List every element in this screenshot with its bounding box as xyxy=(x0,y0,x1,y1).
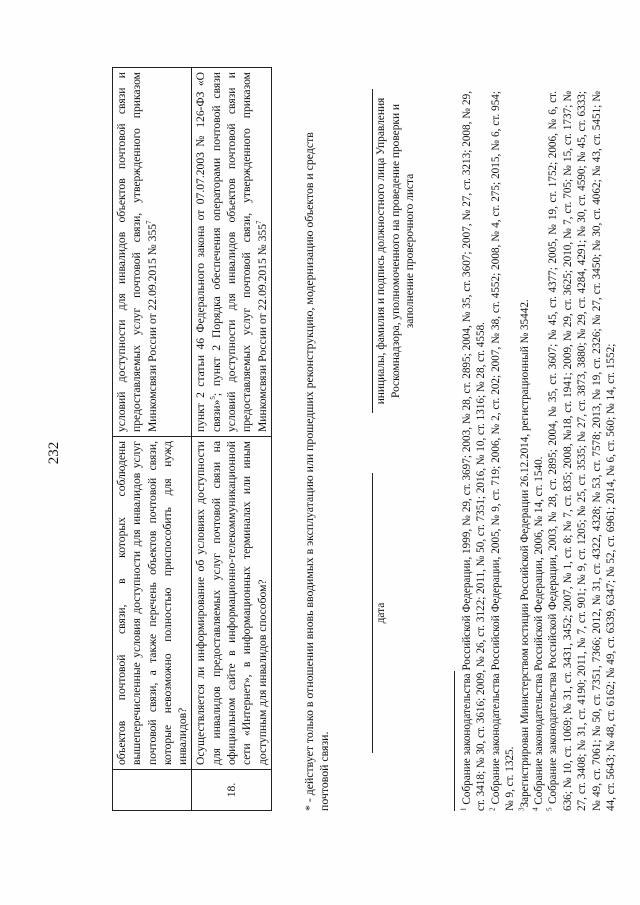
table-row xyxy=(192,67,271,810)
checklist-table xyxy=(112,67,272,811)
page-number: 232 xyxy=(46,441,62,464)
requirement-text-continued: ; пункт 2 Порядка обеспечения операторами почтовой связи условий доступности для инвалидов объектов почтовой связи и предоставляемых услуг почтовой связи, утвержденного приказом Минкомсвязи России от 22.09.2015 № 355 xyxy=(209,71,269,432)
requirement-text: условий доступности для инвалидов объектов почтовой связи и предоставляемых услуг почтовой связи, утвержденного приказом Минкомсвязи России от 22.09.2015 № xyxy=(115,71,159,432)
footnotes xyxy=(460,91,618,811)
footnote xyxy=(532,91,546,811)
footnote-ref: 5 xyxy=(208,395,217,400)
asterisk-note: * - действует только в отношении вновь вводимых в эксплуатацию или прошедших реконструкцию, модернизацию объектов и средств почтовой связи. xyxy=(302,131,331,811)
footnote-number: 5 xyxy=(545,807,554,811)
footnote xyxy=(546,91,618,811)
requirement-cell xyxy=(113,67,192,436)
row-number-cell: 18. xyxy=(192,769,271,810)
footnote-number: 3 xyxy=(516,807,525,811)
footnote-number: 4 xyxy=(531,807,540,811)
footnote xyxy=(489,91,518,811)
footnote-text: Зарегистрирован Министерством юстиции Российской Федерации 26.12.2014, регистрационный № 35442. xyxy=(518,298,531,807)
question-cell xyxy=(192,436,271,769)
footnote-number: 2 xyxy=(488,807,497,811)
footnote-ref: 7 xyxy=(254,219,263,224)
footnote-number: 1 xyxy=(459,807,468,811)
footnote-text: Собрание законодательства Российской Федерации, 1999, № 29, ст. 3697; 2003, № 28, ст. 2895; 2004, № 35, ст. 3607; 2007, № 27, ст. 3213; 2008, № 29, ст. 3418; № 30, ст. 3616; 2009, № 26, ст. 3122; 2011, № 50, ст. 7351; 2016, № 10, ст. 1316; № 28, ст. 4558. xyxy=(461,90,488,811)
footnote-text: Собрание законодательства Российской Федерации, 2003, № 28, ст. 2895; 2004, № 35, ст. 3607; № 45, ст. 4377; 2005, № 19, ст. 1752; 2006, № 6, ст. 636; № 10, ст. 1069; № 31, ст. 3431, 3452; 2007, № 1, ст. 8; № 7, ст. 835; 2008, №18, ст. 1941; 2009, № 29, ст. 3625; 2010, № 7, ст. 705; № 15, ст. 1737; № 27, ст. 3408; № 31, ст. 4190; 2011, № 7, ст. 901; № 9, ст. 1205; № 25, ст. 3535; № 27, ст. 3873, 3880; № 29, ст. 4284, 4291; № 30, ст. 4590; № 45, ст. 6333; № 49, ст. 7061; № 50, ст. 7351, 7366; 2012, № 31, ст. 4322, 4328; № 53, ст. 7578; 2013, № 19, ст. 2326; № 27, ст. 3450; № 30, ст. 4062; № 43, ст. 5451; № 44, ст. 5643; № 48, ст. 6162; № 49, ст. 6339, 6347; № 52, ст. 6961; 2014, № 6, ст. 560; № 14, ст. 1552; xyxy=(547,90,618,811)
row-number-cell xyxy=(113,769,192,810)
requirement-ref: 355 xyxy=(145,223,159,241)
footnote-text: Собрание законодательства Российской Федерации, 2005, № 9, ст. 719; 2006, № 2, ст. 202; 2007, № 38, ст. 4552; 2008, № 4, ст. 275; 2015, № 6, ст. 954; № 9, ст. 1325. xyxy=(489,90,517,811)
rotated-page-content xyxy=(40,71,618,833)
date-signature-line xyxy=(372,473,373,753)
table-row xyxy=(113,67,192,810)
question-text: Осуществляется ли информирование об условиях доступности для инвалидов предоставляемых услуг почтовой связи на официальном сайте в информационно-телекоммуникационной сети «Интернет», в информационных терминалах или иным доступным для инвалидов способом? xyxy=(194,440,269,765)
requirement-text: пункт 2 статьи 46 Федерального закона от 07.07.2003 № 126-ФЗ «О связи» xyxy=(194,71,223,432)
footnote-ref: 7 xyxy=(144,219,153,224)
date-caption: дата xyxy=(375,602,387,623)
footnote-separator xyxy=(454,671,455,811)
footnote xyxy=(460,91,489,811)
requirement-cell xyxy=(192,67,271,436)
official-signature-line xyxy=(372,89,373,413)
question-cell xyxy=(113,436,192,769)
official-caption: инициалы, фамилия и подпись должностного лица Управления Роскомнадзора, уполномоченного на проведение проверки и заполнение проверочного листа xyxy=(375,97,416,404)
question-text: объектов почтовой связи, в которых соблюдены вышеперечисленные условия доступности для инвалидов услуг почтовой связи, а также перечень объектов почтовой связи, которые невозможно полностью приспособить для нужд инвалидов? xyxy=(115,440,190,765)
footnote xyxy=(518,91,532,811)
footnote-text: Собрание законодательства Российской Федерации, 2006, № 14, ст. 1540. xyxy=(533,456,546,805)
